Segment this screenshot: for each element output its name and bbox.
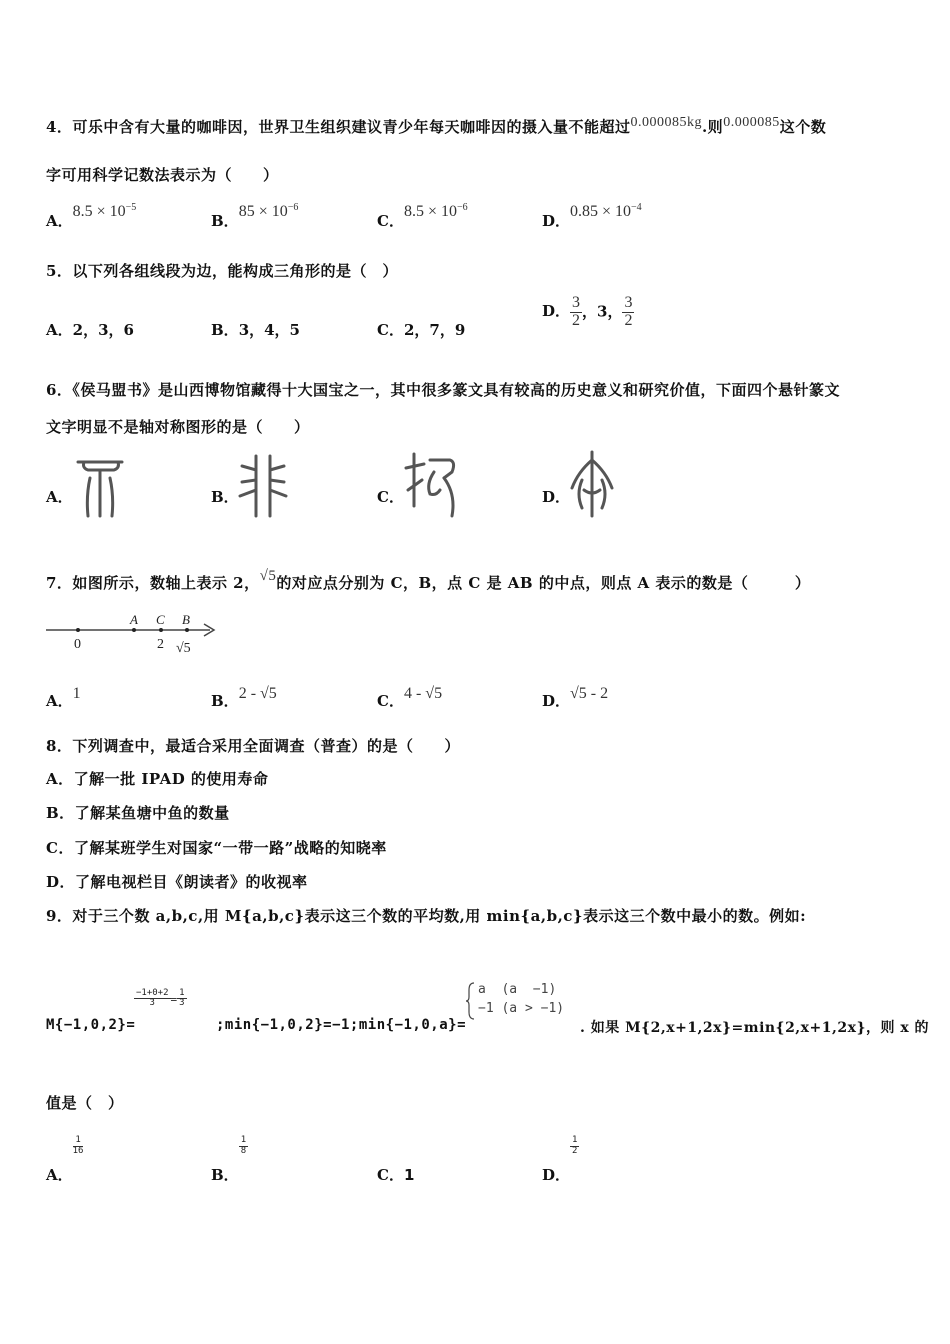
q7-stem: 7．如图所示，数轴上表示 2，√5的对应点分别为 C，B，点 C 是 AB 的中点，则点 A 表示的数是（ ）	[46, 568, 811, 592]
nl-point-b: B	[182, 612, 190, 627]
nl-point-c: C	[156, 612, 165, 627]
q9-average-fraction: $\frac{-1+0+2}{3}$ = $\frac{1}{3}$	[136, 987, 185, 1008]
q8-option-c[interactable]: C．了解某班学生对国家“一带一路”战略的知晓率	[46, 839, 387, 857]
q4-amount-kg: 0.000085kg	[630, 115, 702, 130]
q4-option-c[interactable]: C．$8.5 \times 10^{-6}$	[377, 202, 468, 230]
fraction: $\frac{3}{2}$	[572, 294, 581, 329]
q4-option-d[interactable]: D．$0.85 \times 10^{-4}$	[542, 202, 642, 230]
q9-option-c[interactable]: C．1	[377, 1166, 415, 1184]
seal-glyph-d-icon	[568, 450, 616, 518]
q4-stem-line2: 字可用科学记数法表示为（ ）	[46, 166, 279, 184]
q9-case-2: −1 (a > −1)	[478, 1001, 565, 1016]
left-brace-icon	[466, 982, 476, 1020]
seal-glyph-b-icon	[238, 452, 288, 518]
q6-option-d[interactable]: D．	[542, 488, 571, 506]
q9-stem: 9．对于三个数 a,b,c,用 M{a,b,c}表示这三个数的平均数,用 min{a,b,c}表示这三个数中最小的数。例如:	[46, 907, 807, 925]
q6-stem-line2: 文字明显不是轴对称图形的是（ ）	[46, 418, 310, 436]
q8-stem: 8．下列调查中，最适合采用全面调查（普查）的是（ ）	[46, 737, 460, 755]
q4-option-a[interactable]: A．$8.5 \times 10^{-5}$	[46, 202, 137, 230]
q4-option-b[interactable]: B．$85 \times 10^{-6}$	[211, 202, 299, 230]
q4-stem-line1: 4．可乐中含有大量的咖啡因，世界卫生组织建议青少年每天咖啡因的摄入量不能超过0.000085kg.则0.000085这个数	[46, 115, 827, 136]
q9-m-expr: M{−1,0,2}=	[46, 1017, 136, 1033]
q7-option-a[interactable]: A．1	[46, 685, 81, 710]
seal-glyph-c-icon	[404, 450, 460, 518]
q9-min-expr: ;min{−1,0,2}=−1;min{−1,0,a}=	[216, 1017, 467, 1033]
q8-option-b[interactable]: B．了解某鱼塘中鱼的数量	[46, 804, 230, 822]
fraction: $\frac{3}{2}$	[624, 294, 633, 329]
q9-option-d[interactable]: D． $\frac{1}{2}$	[542, 1135, 578, 1184]
q6-option-c[interactable]: C．	[377, 488, 404, 506]
q5-option-a[interactable]: A．2，3，6	[46, 321, 134, 339]
q6-option-a[interactable]: A．	[46, 488, 73, 506]
q5-stem: 5．以下列各组线段为边，能构成三角形的是（ ）	[46, 262, 398, 280]
nl-point-a: A	[130, 612, 138, 627]
nl-label-sqrt5: √5	[176, 641, 191, 656]
nl-label-two: 2	[157, 637, 164, 652]
q5-option-d[interactable]: D． $\frac{3}{2}$ ，3， $\frac{3}{2}$	[542, 294, 633, 329]
q9-option-a[interactable]: A． $\frac{1}{16}$	[46, 1135, 84, 1184]
q6-stem-line1: 6．《侯马盟书》是山西博物馆藏得十大国宝之一，其中很多篆文具有较高的历史意义和研究价值，下面四个悬针篆文	[46, 381, 840, 399]
seal-glyph-a-icon	[74, 456, 126, 518]
q7-option-c[interactable]: C．4 - √5	[377, 685, 443, 710]
number-line	[44, 610, 224, 656]
q7-option-b[interactable]: B．2 - √5	[211, 685, 277, 710]
q7-option-d[interactable]: D．√5 - 2	[542, 685, 609, 710]
q9-tail: . 如果 M{2,x+1,2x}=min{2,x+1,2x}，则 x 的	[580, 1020, 930, 1036]
q8-option-a[interactable]: A．了解一批 IPAD 的使用寿命	[46, 770, 269, 788]
q9-case-1: a (a −1)	[478, 982, 557, 997]
q5-option-b[interactable]: B．3，4，5	[211, 321, 300, 339]
sqrt5-symbol: √5	[259, 568, 277, 584]
nl-label-zero: 0	[74, 637, 81, 652]
q6-option-b[interactable]: B．	[211, 488, 239, 506]
q9-stem-end: 值是（ ）	[46, 1094, 124, 1112]
q5-option-c[interactable]: C．2，7，9	[377, 321, 466, 339]
q4-amount: 0.000085	[723, 115, 780, 130]
q9-option-b[interactable]: B． $\frac{1}{8}$	[211, 1135, 247, 1184]
q8-option-d[interactable]: D．了解电视栏目《朗读者》的收视率	[46, 873, 308, 891]
